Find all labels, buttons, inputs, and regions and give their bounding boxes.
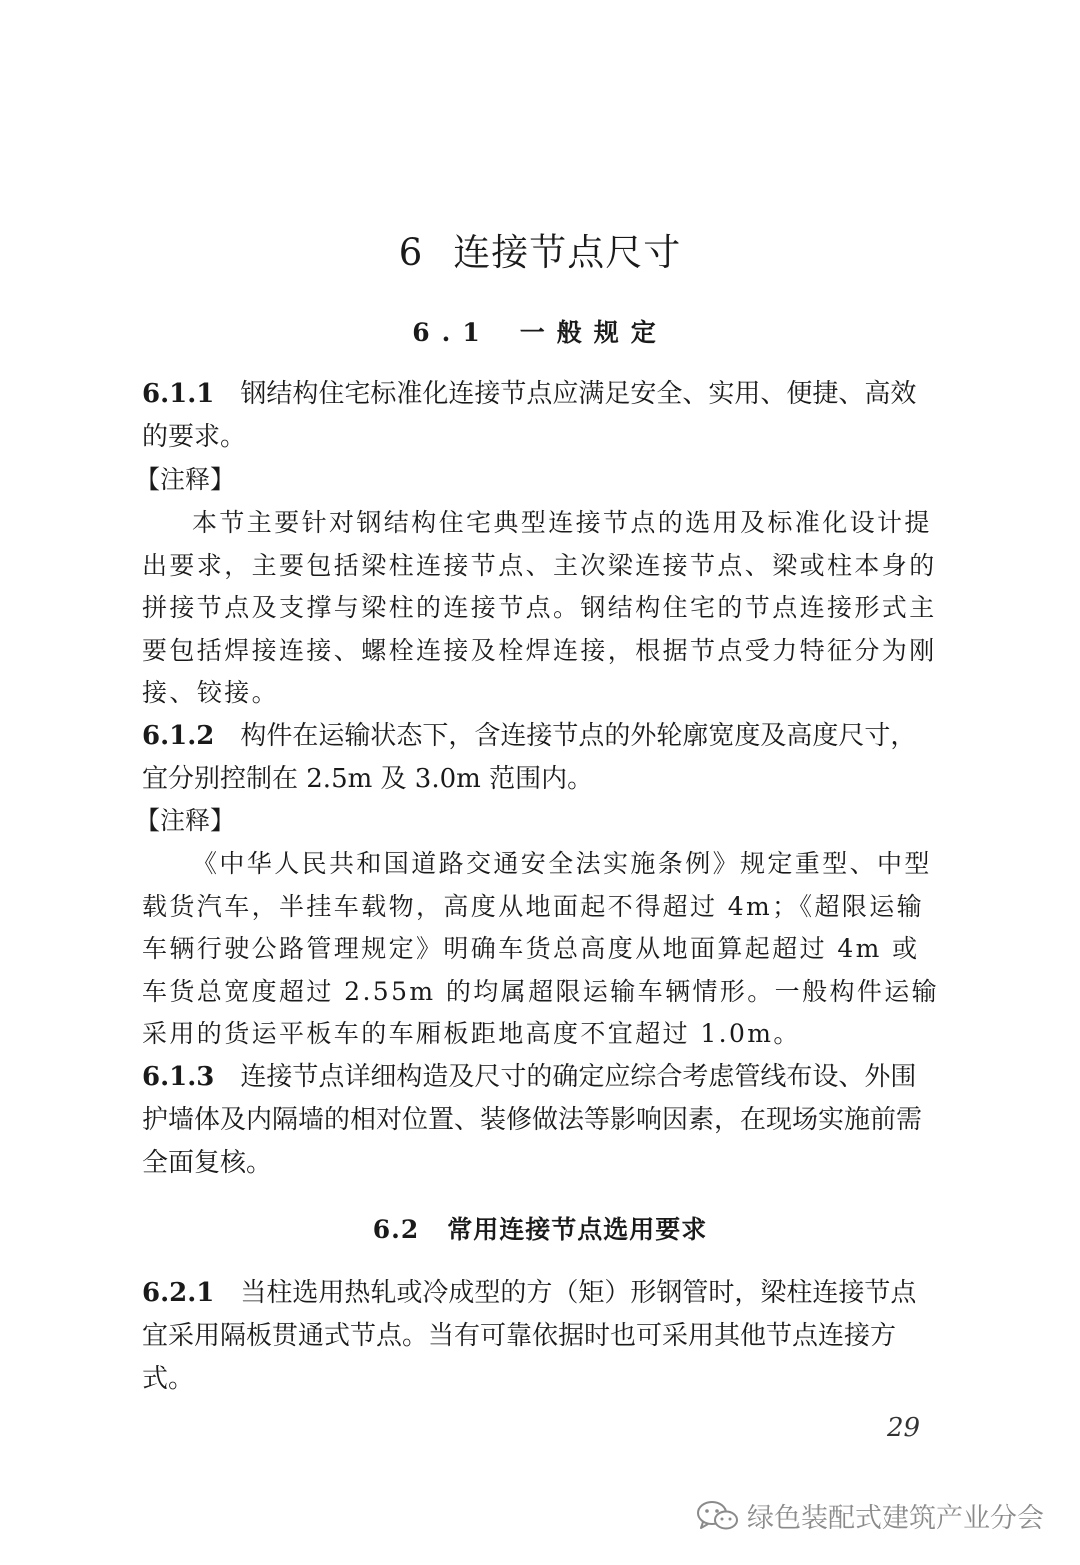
clause-6-1-1 <box>142 373 942 459</box>
wechat-icon <box>695 1499 739 1533</box>
note-text: 本节主要针对钢结构住宅典型连接节点的选用及标准化设计提出要求，主要包括梁柱连接节点、主次梁连接节点、梁或柱本身的拼接节点及支撑与梁柱的连接节点。钢结构住宅的节点连接形式主要包括焊接连接、螺栓连接及栓焊连接，根据节点受力特征分为刚接、铰接。 <box>142 508 937 707</box>
section-number: 6.2 <box>372 1215 420 1244</box>
section-title-6-2 <box>0 1210 1080 1246</box>
section-title-text: 常用连接节点选用要求 <box>447 1215 708 1244</box>
note-label: 【注释】 <box>135 806 236 835</box>
watermark-text: 绿色装配式建筑产业分会 <box>747 1503 1044 1534</box>
note-text: 《中华人民共和国道路交通安全法实施条例》规定重型、中型载货汽车，半挂车载物，高度从地面起不得超过 4m；《超限运输车辆行驶公路管理规定》明确车货总高度从地面算起超过 4m 或车货总宽度超过 2.55m 的均属超限运输车辆情形。一般构件运输采用的货运平板车的车厢板距地高度不宜超过 1.0m。 <box>142 849 940 1048</box>
clause-number: 6.2.1 <box>142 1278 215 1308</box>
clause-text: 构件在运输状态下，含连接节点的外轮廓宽度及高度尺寸，宜分别控制在 2.5m 及 3.0m 范围内。 <box>142 721 917 794</box>
chapter-title <box>0 222 1080 276</box>
clause-number: 6.1.1 <box>142 379 215 409</box>
clause-6-2-1 <box>142 1272 942 1401</box>
clause-number: 6.1.3 <box>142 1062 215 1092</box>
clause-6-1-3 <box>142 1056 942 1185</box>
page-number: 29 <box>887 1413 921 1443</box>
section-title-text: 一般规定 <box>519 318 668 347</box>
chapter-number: 6 <box>398 231 424 274</box>
clause-6-1-2 <box>142 715 942 801</box>
clause-text: 当柱选用热轧或冷成型的方（矩）形钢管时，梁柱连接节点宜采用隔板贯通式节点。当有可靠依据时也可采用其他节点连接方式。 <box>142 1278 917 1394</box>
clause-text: 钢结构住宅标准化连接节点应满足安全、实用、便捷、高效的要求。 <box>142 379 917 452</box>
section-title-6-1 <box>0 313 1080 349</box>
clause-number: 6.1.2 <box>142 721 215 751</box>
clause-text: 连接节点详细构造及尺寸的确定应综合考虑管线布设、外围护墙体及内隔墙的相对位置、装修做法等影响因素，在现场实施前需全面复核。 <box>142 1062 923 1178</box>
chapter-title-text: 连接节点尺寸 <box>453 231 682 274</box>
section-number: 6.1 <box>412 318 492 347</box>
note-label: 【注释】 <box>135 465 236 494</box>
watermark <box>695 1496 1044 1535</box>
